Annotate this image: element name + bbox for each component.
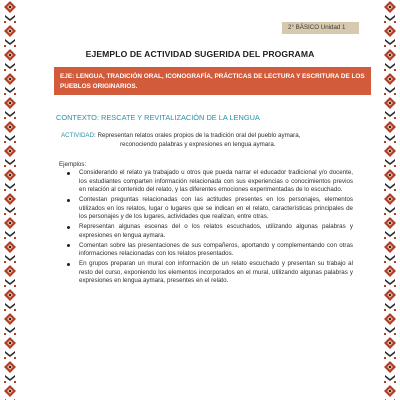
list-item: Representan algunas escenas del o los relatos escuchados, utilizando algunas palabras y expresiones en lengua aymara.: [79, 223, 353, 239]
examples-label: Ejemplos:: [59, 161, 87, 168]
list-item: Contestan preguntas relacionadas con las actitudes presentes en los personajes, elementos utilizados en los relatos, lugar o lugares que se indican en el relato, características principales de los personajes y de los lugares, actividades que realizan, entre otras.: [79, 196, 353, 220]
aymara-pattern-icon: [3, 0, 17, 400]
page-title: EJEMPLO DE ACTIVIDAD SUGERIDA DEL PROGRAMA: [85, 49, 315, 59]
context-heading: CONTEXTO: RESCATE Y REVITALIZACIÓN DE LA LENGUA: [56, 113, 260, 122]
left-decorative-border: [3, 0, 17, 400]
grade-unit-badge: 2° BÁSICO Unidad 1: [282, 22, 359, 34]
activity-label: ACTIVIDAD: [61, 132, 95, 139]
aymara-pattern-icon: [383, 0, 397, 400]
right-decorative-border: [383, 0, 397, 400]
examples-list: [79, 169, 353, 287]
list-item: Considerando el relato ya trabajado u otros que pueda narrar el educador tradicional y/o docente, los estudiantes comparten información relacionada con sus experiencias o conocimientos previos en relación al contenido del relato, y las diferentes emociones experimentadas de lo escuchado.: [79, 169, 353, 193]
list-item: En grupos preparan un mural con información de un relato escuchado y presentan su trabajo al resto del curso, exponiendo los elementos incorporados en el mural, utilizando algunas palabras y expresiones en lengua aymara, presentes en el relato.: [79, 260, 353, 284]
axis-banner: EJE: LENGUA, TRADICIÓN ORAL, ICONOGRAFÍA, PRÁCTICAS DE LECTURA Y ESCRITURA DE LOS PUEBLOS ORIGINARIOS.: [54, 67, 371, 95]
activity-text-line1: : Representan relatos orales propios de la tradición oral del pueblo aymara,: [94, 132, 301, 139]
list-item: Comentan sobre las presentaciones de sus compañeros, aportando y complementando con otras informaciones relacionadas con los relatos presentados.: [79, 241, 353, 257]
activity-description: [61, 131, 351, 149]
activity-text-line2: reconociendo palabras y expresiones en lengua aymara.: [120, 141, 276, 148]
